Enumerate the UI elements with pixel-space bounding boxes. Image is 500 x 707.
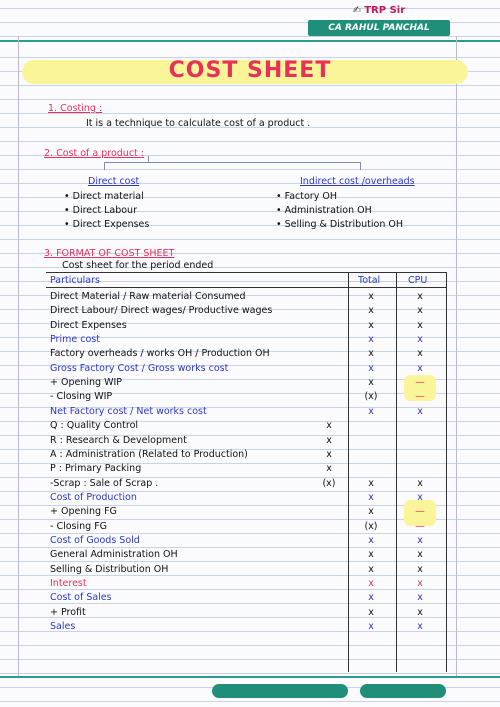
row-cpu: — [415, 391, 425, 402]
row-cpu: — [415, 506, 425, 517]
row-inner-amount: (x) [322, 478, 336, 489]
right-margin-line [456, 36, 457, 676]
row-cpu: x [417, 406, 423, 417]
row-total: x [368, 320, 374, 331]
row-cpu: x [417, 320, 423, 331]
row-cpu: x [417, 348, 423, 359]
row-label: P : Primary Packing [50, 463, 142, 474]
cost-sheet-subtitle: Cost sheet for the period ended [62, 260, 214, 271]
arrow-right-stem [360, 162, 361, 170]
row-inner-amount: x [326, 435, 332, 446]
row-inner-amount: x [326, 449, 332, 460]
row-total: x [368, 607, 374, 618]
row-label: + Profit [50, 607, 86, 618]
row-label: A : Administration (Related to Production) [50, 449, 248, 460]
row-label: + Opening FG [50, 506, 117, 517]
row-total: x [368, 549, 374, 560]
row-total: x [368, 478, 374, 489]
row-total: x [368, 506, 374, 517]
left-margin-line [18, 36, 19, 676]
cpu-column-rule [396, 272, 397, 672]
page-title: COST SHEET [168, 58, 332, 83]
row-label: + Opening WIP [50, 377, 122, 388]
brand-block [308, 4, 450, 36]
row-total: x [368, 621, 374, 632]
row-cpu: x [417, 564, 423, 575]
indirect-item: • Selling & Distribution OH [276, 219, 403, 230]
indirect-item: • Factory OH [276, 191, 337, 202]
split-arrow-bar [104, 162, 360, 163]
row-total: x [368, 592, 374, 603]
row-total: x [368, 363, 374, 374]
col-total: Total [358, 275, 381, 286]
row-total: x [368, 348, 374, 359]
row-label: Direct Material / Raw material Consumed [50, 291, 246, 302]
row-total: x [368, 406, 374, 417]
row-label: Q : Quality Control [50, 420, 139, 431]
row-total: x [368, 492, 374, 503]
section1-text: It is a technique to calculate cost of a product . [86, 118, 311, 129]
row-cpu: x [417, 535, 423, 546]
col-particulars: Particulars [50, 275, 100, 286]
section1-heading: 1. Costing : [48, 103, 103, 114]
col-cpu: CPU [408, 275, 428, 286]
row-cpu: x [417, 492, 423, 503]
section3-heading: 3. FORMAT OF COST SHEET [44, 248, 175, 259]
row-inner-amount: x [326, 420, 332, 431]
indirect-cost-heading: Indirect cost /overheads [300, 176, 415, 187]
row-cpu: x [417, 291, 423, 302]
footer-pill-right[interactable] [360, 684, 446, 698]
row-cpu: x [417, 607, 423, 618]
row-label: Cost of Sales [50, 592, 112, 603]
row-total: (x) [364, 391, 378, 402]
row-total: x [368, 334, 374, 345]
brand-name-row [308, 4, 450, 18]
direct-item: • Direct material [64, 191, 144, 202]
row-label: Sales [50, 621, 76, 632]
table-top-rule [46, 272, 446, 273]
row-label: Cost of Goods Sold [50, 535, 140, 546]
total-column-rule [348, 272, 349, 672]
row-cpu: x [417, 578, 423, 589]
direct-item: • Direct Expenses [64, 219, 150, 230]
row-total: x [368, 578, 374, 589]
row-total: x [368, 291, 374, 302]
row-label: Gross Factory Cost / Gross works cost [50, 363, 229, 374]
section2-heading: 2. Cost of a product : [44, 148, 145, 159]
row-total: x [368, 377, 374, 388]
row-total: x [368, 535, 374, 546]
row-cpu: x [417, 334, 423, 345]
row-label: Direct Expenses [50, 320, 127, 331]
row-label: R : Research & Development [50, 435, 187, 446]
pen-icon: ✍ [352, 5, 362, 16]
row-total: x [368, 305, 374, 316]
row-label: General Administration OH [50, 549, 178, 560]
brand-name: TRP Sir [364, 5, 406, 16]
row-inner-amount: x [326, 463, 332, 474]
row-cpu: x [417, 363, 423, 374]
row-label: -Scrap : Sale of Scrap . [50, 478, 159, 489]
row-cpu: x [417, 305, 423, 316]
direct-item: • Direct Labour [64, 205, 137, 216]
direct-cost-heading: Direct cost [88, 176, 140, 187]
table-right-rule [446, 272, 447, 672]
row-cpu: — [415, 377, 425, 388]
row-label: Prime cost [50, 334, 100, 345]
footer-pill-left[interactable] [212, 684, 348, 698]
top-rule [0, 40, 500, 42]
row-label: Cost of Production [50, 492, 137, 503]
row-label: - Closing FG [50, 521, 108, 532]
row-label: Factory overheads / works OH / Production OH [50, 348, 270, 359]
row-total: (x) [364, 521, 378, 532]
bottom-rule [0, 676, 500, 678]
row-label: Selling & Distribution OH [50, 564, 169, 575]
row-label: - Closing WIP [50, 391, 113, 402]
indirect-item: • Administration OH [276, 205, 372, 216]
row-label: Direct Labour/ Direct wages/ Productive wages [50, 305, 273, 316]
arrow-left-stem [104, 162, 105, 170]
row-total: x [368, 564, 374, 575]
brand-tagline: CA RAHUL PANCHAL [308, 20, 450, 36]
row-label: Interest [50, 578, 87, 589]
row-cpu: — [415, 521, 425, 532]
row-label: Net Factory cost / Net works cost [50, 406, 207, 417]
row-cpu: x [417, 592, 423, 603]
arrow-top-stem [148, 156, 149, 162]
row-cpu: x [417, 621, 423, 632]
table-header-rule [46, 287, 446, 288]
row-cpu: x [417, 478, 423, 489]
row-cpu: x [417, 549, 423, 560]
